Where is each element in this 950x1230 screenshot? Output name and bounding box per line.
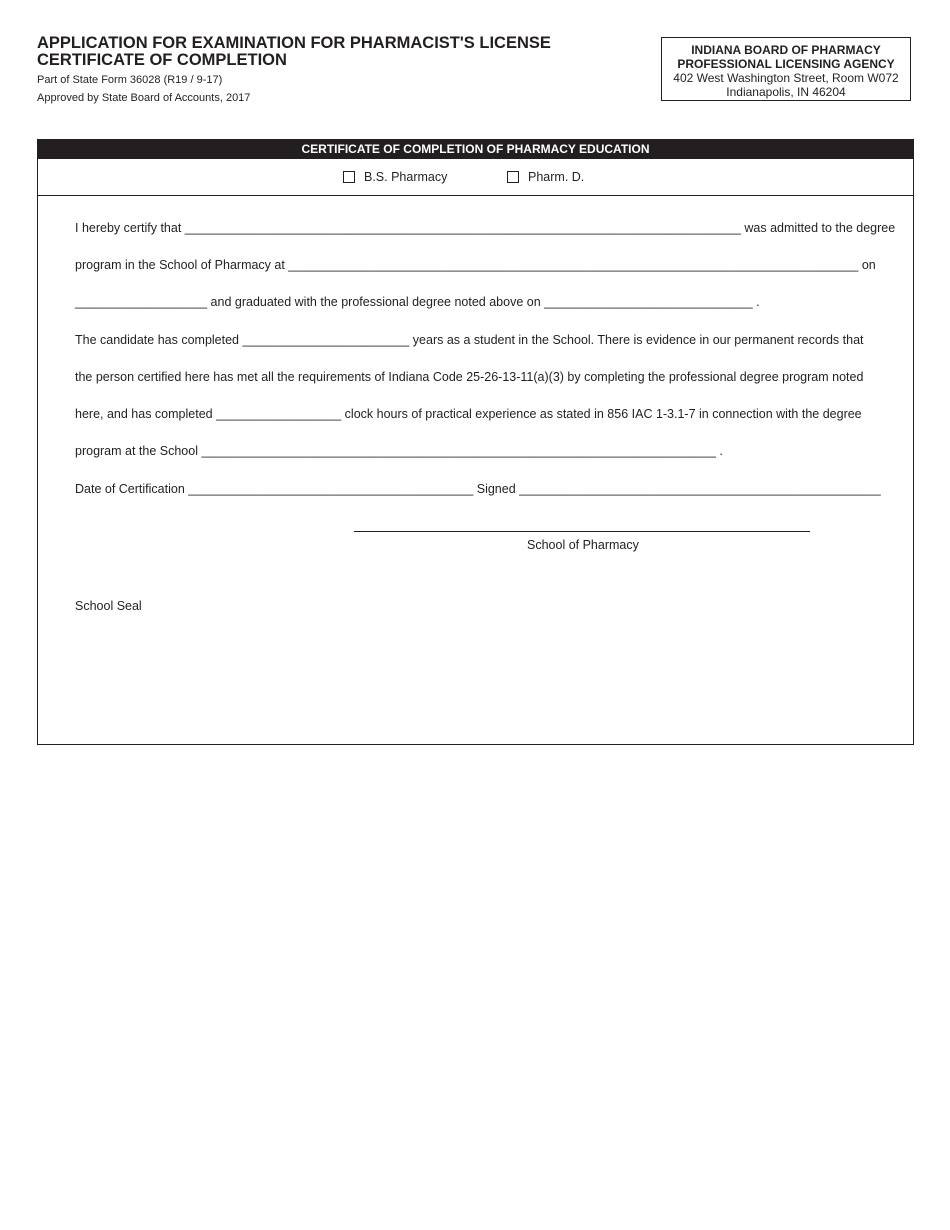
certify-line-candidate[interactable]: I hereby certify that ________________________________________________________________________________ was admitted to the degree: [75, 221, 896, 235]
pharm-d-checkbox[interactable]: [507, 171, 519, 183]
section-banner: CERTIFICATE OF COMPLETION OF PHARMACY EDUCATION: [38, 140, 913, 159]
certify-line-date-signed[interactable]: Date of Certification _________________________________________ Signed ____________________________________________________: [75, 482, 881, 496]
certify-line-clock-hours[interactable]: here, and has completed __________________ clock hours of practical experience as stated in 856 IAC 1-3.1-7 in connection with the degree: [75, 407, 862, 421]
form-title: APPLICATION FOR EXAMINATION FOR PHARMACIST'S LICENSE: [37, 34, 551, 52]
certify-line-school[interactable]: program in the School of Pharmacy at __________________________________________________________________________________ on: [75, 258, 876, 272]
agency-board-name: INDIANA BOARD OF PHARMACY: [691, 43, 881, 57]
form-header: [37, 35, 637, 104]
bs-pharmacy-label: B.S. Pharmacy: [364, 170, 448, 184]
agency-name: PROFESSIONAL LICENSING AGENCY: [677, 57, 895, 71]
agency-address-box: [661, 37, 911, 101]
agency-street: 402 West Washington Street, Room W072: [673, 71, 899, 85]
school-seal-label: School Seal: [75, 599, 142, 613]
agency-city: Indianapolis, IN 46204: [726, 85, 846, 99]
school-signature-line[interactable]: [354, 531, 810, 532]
form-subtitle: CERTIFICATE OF COMPLETION: [37, 51, 287, 69]
certify-line-program-school[interactable]: program at the School __________________________________________________________________________ .: [75, 444, 723, 458]
bs-pharmacy-checkbox[interactable]: [343, 171, 355, 183]
approval-note: Approved by State Board of Accounts, 2017: [37, 92, 251, 104]
certify-line-graduation[interactable]: ___________________ and graduated with the professional degree noted above on ______________________________ .: [75, 295, 760, 309]
form-number: Part of State Form 36028 (R19 / 9-17): [37, 74, 223, 86]
degree-options-row: [38, 159, 913, 196]
degree-option-bs-pharmacy[interactable]: [343, 170, 447, 184]
school-of-pharmacy-label: School of Pharmacy: [527, 538, 639, 552]
pharm-d-label: Pharm. D.: [528, 170, 585, 184]
certify-line-years[interactable]: The candidate has completed ________________________ years as a student in the School. There is evidence in our permanent records that: [75, 333, 864, 347]
certify-line-requirements: the person certified here has met all the requirements of Indiana Code 25-26-13-11(a)(3) by completing the professional degree program noted: [75, 370, 864, 384]
degree-option-pharm-d[interactable]: [507, 170, 584, 184]
